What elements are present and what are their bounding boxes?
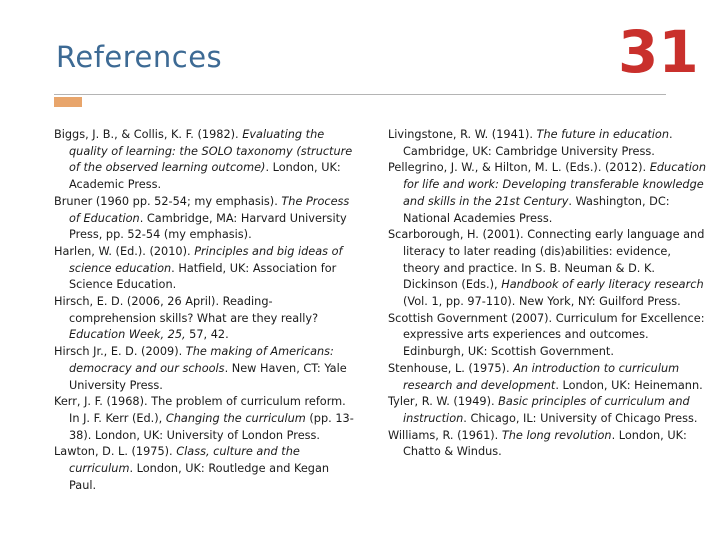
slide-title: References	[56, 40, 223, 74]
title-divider	[54, 94, 666, 95]
slide-number: 31	[618, 18, 699, 86]
title-accent-bar	[54, 97, 82, 107]
reference-item: Livingstone, R. W. (1941). The future in education. Cambridge, UK: Cambridge University Press.	[388, 128, 673, 158]
reference-item: Scottish Government (2007). Curriculum for Excellence: expressive arts experiences and outcomes. Edinburgh, UK: Scottish Government.	[388, 311, 705, 359]
reference-item: Scarborough, H. (2001). Connecting early language and literacy to later reading (dis)abilities: evidence, theory and practice. In S. B. Neuman & D. K. Dickinson (Eds.), Handbook of early literacy research (Vol. 1, pp. 97-110). New York, NY: Guilford Press.	[388, 228, 705, 309]
references-right-column	[388, 127, 708, 461]
reference-item: Kerr, J. F. (1968). The problem of curriculum reform. In J. F. Kerr (Ed.), Changing the curriculum (pp. 13-38). London, UK: University of London Press.	[54, 395, 354, 442]
reference-item: Hirsch, E. D. (2006, 26 April). Reading-comprehension skills? What are they really? Education Week, 25, 57, 42.	[54, 295, 319, 342]
reference-item: Harlen, W. (Ed.). (2010). Principles and big ideas of science education. Hatfield, UK: Association for Science Education.	[54, 244, 343, 292]
reference-item: Lawton, D. L. (1975). Class, culture and the curriculum. London, UK: Routledge and Kegan Paul.	[54, 445, 330, 492]
reference-item: Bruner (1960 pp. 52-54; my emphasis). The Process of Education. Cambridge, MA: Harvard University Press, pp. 52-54 (my emphasis).	[54, 194, 350, 242]
reference-item: Williams, R. (1961). The long revolution. London, UK: Chatto & Windus.	[388, 428, 687, 459]
reference-item: Tyler, R. W. (1949). Basic principles of curriculum and instruction. Chicago, IL: University of Chicago Press.	[388, 395, 698, 425]
reference-item: Pellegrino, J. W., & Hilton, M. L. (Eds.). (2012). Education for life and work: Developing transferable knowledge and skills in the 21st Century. Washington, DC: National Academies Press.	[388, 161, 706, 225]
reference-item: Biggs, J. B., & Collis, K. F. (1982). Evaluating the quality of learning: the SOLO taxonomy (structure of the observed learning outcome). London, UK: Academic Press.	[54, 128, 353, 192]
reference-item: Stenhouse, L. (1975). An introduction to curriculum research and development. London, UK: Heinemann.	[388, 361, 703, 392]
reference-item: Hirsch Jr., E. D. (2009). The making of Americans: democracy and our schools. New Haven, CT: Yale University Press.	[54, 345, 347, 392]
references-left-column	[54, 127, 354, 494]
